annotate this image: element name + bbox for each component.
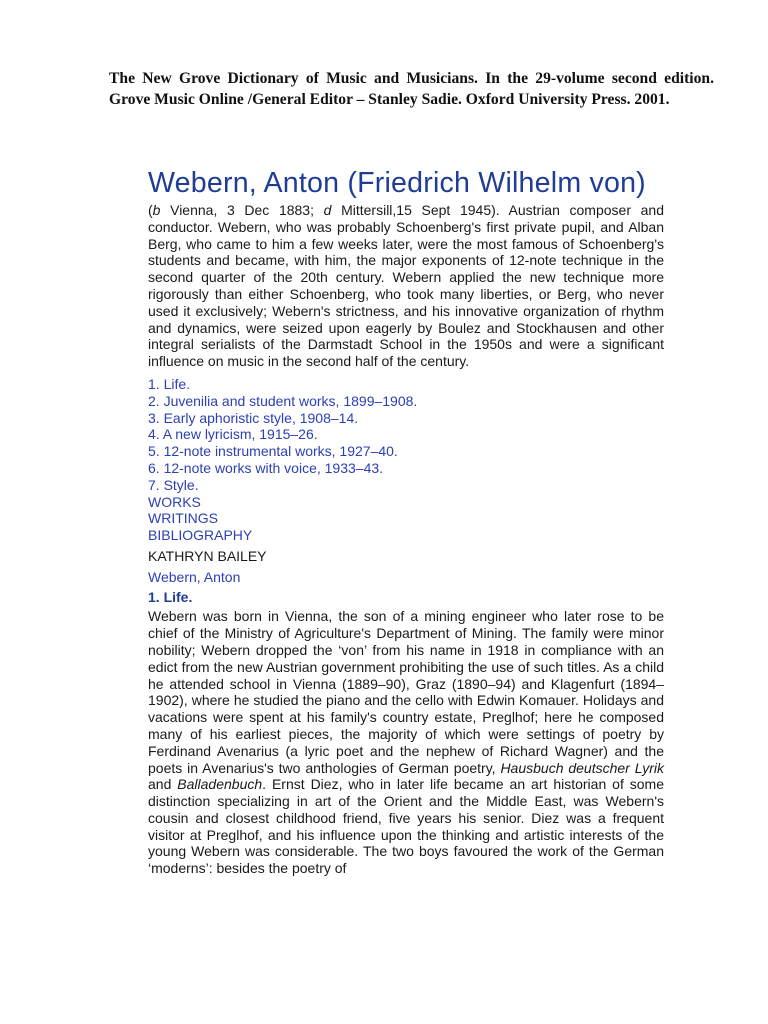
born-abbrev: b — [152, 202, 161, 218]
life-text-1: Webern was born in Vienna, the son of a mining engineer who later rose to be chief of the Ministry of Agriculture's Department of Mining. The family were minor nobility; Webern dropped the ‘von’ from his name in 1918 in compliance with an edict from the new Austrian government prohibiting the use of such titles. As a child he attended school in Vienna (1889–90), Graz (1890–94) and Klagenfurt (1894–1902), where he studied the piano and the cello with Edwin Komauer. Holidays and vacations were spent at his family's country estate, Preglhof; here he composed many of his earliest pieces, the majority of which were settings of poetry by Ferdinand Avenarius (a lyric poet and the nephew of Richard Wagner) and the poets in Avenarius's two anthologies of German poetry, — [148, 608, 664, 776]
toc-item-works-with-voice[interactable]: 6. 12-note works with voice, 1933–43. — [148, 459, 384, 476]
died-abbrev: d — [323, 202, 332, 218]
toc-item-works[interactable]: WORKS — [148, 493, 201, 510]
breadcrumb-link[interactable]: Webern, Anton — [148, 568, 241, 585]
toc-item-writings[interactable]: WRITINGS — [148, 510, 218, 527]
toc-item-bibliography[interactable]: BIBLIOGRAPHY — [148, 527, 253, 544]
toc-item-style[interactable]: 7. Style. — [148, 476, 199, 493]
article-title: Webern, Anton (Friedrich Wilhelm von) — [148, 167, 646, 199]
book-title-hausbuch: Hausbuch deutscher Lyrik — [500, 759, 665, 776]
intro-text: Mittersill,15 Sept 1945). Austrian composer and conductor. Webern, who was probably Schoenberg's first private pupil, and Alban Berg, who came to him a few weeks later, were the most famous of Schoenberg's students and became, with him, the major exponents of 12-note technique in the second quarter of the 20th century. Webern applied the new technique more rigorously than either Schoenberg, who took many liberties, or Berg, who never used it exclusively; Webern's strictness, and his innovative organization of rhythm and dynamics, were seized upon eagerly by Boulez and Stockhausen and other integral serialists of the Darmstadt School in the 1950s and were a significant influence on music in the second half of the century. — [148, 202, 664, 370]
toc-item-instrumental-works[interactable]: 5. 12-note instrumental works, 1927–40. — [148, 443, 398, 460]
toc-item-new-lyricism[interactable]: 4. A new lyricism, 1915–26. — [148, 426, 318, 443]
toc-item-early-aphoristic[interactable]: 3. Early aphoristic style, 1908–14. — [148, 409, 359, 426]
article — [148, 166, 664, 877]
book-title-balladenbuch: Balladenbuch — [177, 776, 263, 793]
toc-item-juvenilia[interactable]: 2. Juvenilia and student works, 1899–1908. — [148, 392, 418, 409]
section-heading: 1. Life. — [148, 588, 193, 605]
table-of-contents — [148, 376, 664, 544]
toc-item-life[interactable]: 1. Life. — [148, 375, 191, 392]
life-text-2: . Ernst Diez, who in later life became an art historian of some distinction specializing in art of the Orient and the Middle East, was Webern's cousin and closest childhood friend, five years his senior. Diez was a frequent visitor at Preglhof, and his influence upon the thinking and artistic interests of the young Webern was considerable. The two boys favoured the work of the German ‘moderns’: besides the poetry of — [148, 776, 664, 877]
author-name: KATHRYN BAILEY — [148, 547, 267, 564]
birth-info: Vienna, 3 Dec 1883; — [160, 202, 324, 218]
citation: The New Grove Dictionary of Music and Musicians. In the 29-volume second edition. Grove Music Online /General Editor – Stanley Sadie. Oxford University Press. 2001. — [109, 70, 714, 108]
intro-paragraph: (b Vienna, 3 Dec 1883; d Mittersill,15 Sept 1945). Austrian composer and conductor. Webern, who was probably Schoenberg's first private pupil, and Alban Berg, who came to him a few weeks later, were the most famous of Schoenberg's students and became, with him, the major exponents of 12-note technique in the second quarter of the 20th century. Webern applied the new technique more rigorously than either Schoenberg, who took many liberties, or Berg, who never used it exclusively; Webern's strictness, and his innovative organization of rhythm and dynamics, were seized upon eagerly by Boulez and Stockhausen and other integral serialists of the Darmstadt School in the 1950s and were a significant influence on music in the second half of the century. — [148, 202, 664, 370]
life-paragraph — [148, 608, 664, 877]
life-conjunction: and — [148, 776, 178, 793]
